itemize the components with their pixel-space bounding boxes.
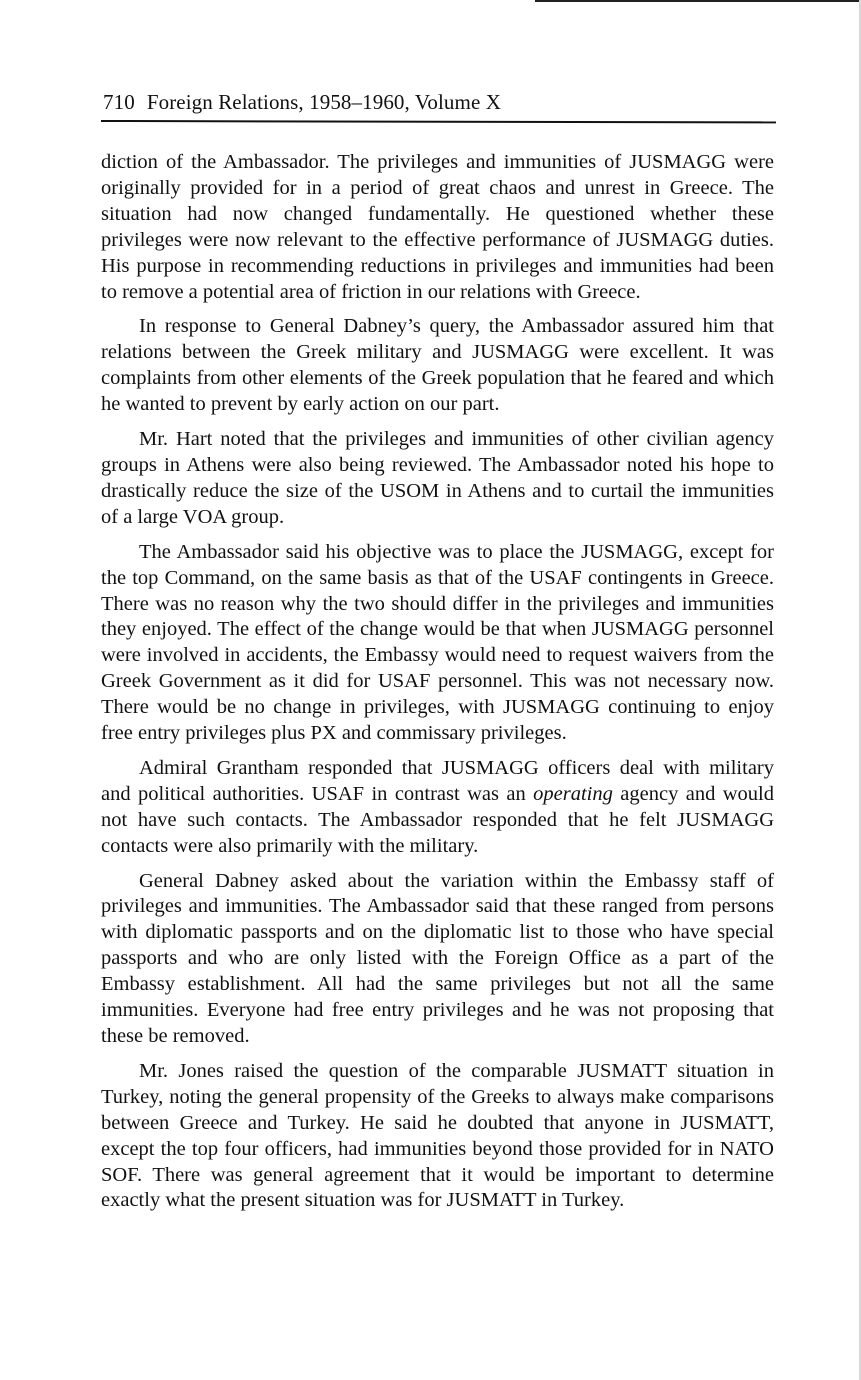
volume-title: Foreign Relations, 1958–1960, Volume X <box>146 90 501 114</box>
paragraph-1: diction of the Ambassador. The privileges and immunities of JUSMAGG were originally provided for in a period of great chaos and unrest in Greece. The situation had now changed fundamentally. He questioned whether these privileges were now relevant to the effective performance of JUSMAGG duties. His purpose in recommending reductions in privileges and immunities had been to remove a potential area of friction in our relations with Greece. <box>101 151 774 303</box>
paragraph-2: In response to General Dabney’s query, the Ambassador assured him that relations between the Greek military and JUSMAGG were excellent. It was complaints from other elements of the Greek population that he feared and which he wanted to prevent by early action on our part. <box>101 315 774 416</box>
paragraph-5-emphasis: operating <box>533 782 613 805</box>
paragraph-3: Mr. Hart noted that the privileges and immunities of other civilian agency groups in Athens were also being reviewed. The Ambassador noted his hope to drastically reduce the size of the USOM in Athens and to curtail the immunities of a large VOA group. <box>101 428 774 528</box>
paragraph-5 <box>101 756 774 860</box>
scan-edge-top <box>535 0 861 2</box>
page-number: 710 <box>103 90 135 114</box>
document-body <box>101 150 774 1223</box>
paragraph-7: Mr. Jones raised the question of the comparable JUSMATT situation in Turkey, noting the general propensity of the Greeks to always make comparisons between Greece and Turkey. He said he doubted that anyone in JUSMATT, except the top four officers, had immunities beyond those provided for in NATO SOF. There was general agreement that it would be important to determine exactly what the present situation was for JUSMATT in Turkey. <box>101 1059 774 1212</box>
paragraph-5-text-after: agency and would not have such contacts. The Ambassador responded that he felt JUSMAGG contacts were also primarily with the military. <box>101 782 774 857</box>
header-rule <box>101 120 776 123</box>
paragraph-4: The Ambassador said his objective was to place the JUSMAGG, except for the top Command, on the same basis as that of the USAF contingents in Greece. There was no reason why the two should differ in the privileges and immunities they enjoyed. The effect of the change would be that when JUSMAGG personnel were involved in accidents, the Embassy would need to request waivers from the Greek Government as it did for USAF personnel. This was not necessary now. There would be no change in privileges, with JUSMAGG continuing to enjoy free entry privileges plus PX and commissary privileges. <box>101 540 774 745</box>
paragraph-5-text-before: Admiral Grantham responded that JUSMAGG officers deal with military and political authorities. USAF in contrast was an <box>101 756 774 805</box>
running-head <box>103 88 775 120</box>
paragraph-6: General Dabney asked about the variation within the Embassy staff of privileges and immunities. The Ambassador said that these ranged from persons with diplomatic passports and on the diplomatic list to those who have special passports and who are only listed with the Foreign Office as a part of the Embassy establishment. All had the same privileges but not all the same immunities. Everyone had free entry privileges and he was not proposing that these be removed. <box>101 869 774 1047</box>
